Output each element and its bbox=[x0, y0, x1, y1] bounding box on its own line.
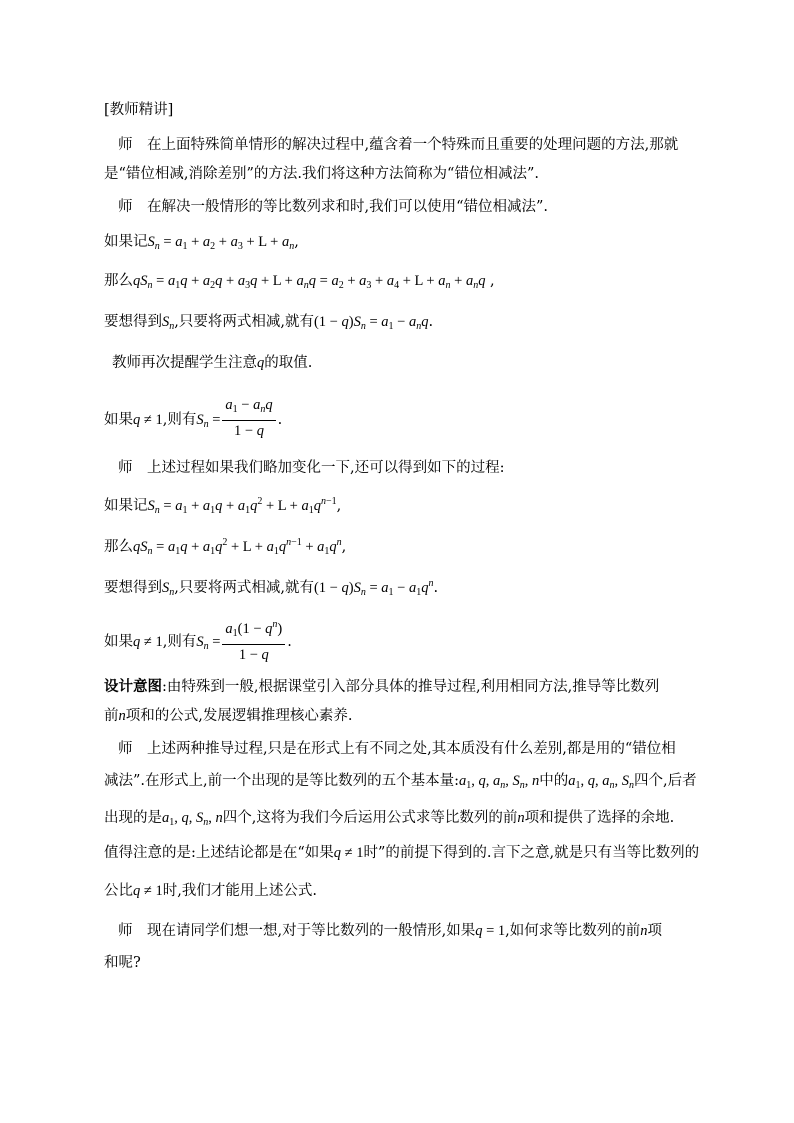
formula-sn-2: $S_n = a_1 + a_1q + a_1q^2 + L + a_1q^{n-1}$ bbox=[147, 496, 337, 516]
formula-qsn: $qS_n = a_1q + a_2q + a_3q + L + a_nq = a_2 + a_3 + a_4 + L + a_n + a_nq$ bbox=[133, 273, 486, 291]
paragraph-3: 师 上述过程如果我们略加变化一下,还可以得到如下的过程: bbox=[118, 460, 505, 476]
equation-q-sn: 那么$qS_n = a_1q + a_2q + a_3q + L + a_nq = a_2 + a_3 + a_4 + L + a_n + a_nq$ , bbox=[104, 273, 495, 291]
formula-difference-2: $(1 - q)S_n = a_1 - a_1q^n$ bbox=[313, 578, 434, 598]
design-intent-label: 设计意图 bbox=[104, 678, 162, 695]
paragraph-1-line-2: 是“错位相减,消除差别”的方法.我们将这种方法简称为“错位相减法”. bbox=[104, 166, 539, 182]
equation-subtract-2: 要想得到$S_n$,只要将两式相减,就有$(1 - q)S_n = a_1 - a_1q^n$. bbox=[104, 578, 439, 598]
paragraph-5-line-1: 值得注意的是:上述结论都是在“如果q ≠ 1时”的前提下得到的.言下之意,就是只有当等比数列的 bbox=[104, 845, 700, 861]
formula-sn-result-1: $S_n$ = bbox=[196, 412, 221, 430]
paragraph-2: 师 在解决一般情形的等比数列求和时,我们可以使用“错位相减法”. bbox=[118, 199, 549, 215]
equation-sum-definition-2: 如果记$S_n = a_1 + a_1q + a_1q^2 + L + a_1q^{n-1}$, bbox=[104, 496, 342, 516]
formula-qsn-2: $qS_n = a_1q + a_1q^2 + L + a_1q^{n-1} + a_1q^n$ bbox=[133, 537, 342, 557]
paragraph-4-line-2: 减法”.在形式上,前一个出现的是等比数列的五个基本量$:a_1$, q, $a_n$, $S_n$, n中的$a_1$, q, $a_n$, $S_n$四个,后者 bbox=[104, 773, 697, 791]
paragraph-4-line-1: 师 上述两种推导过程,只是在形式上有不同之处,其本质没有什么差别,都是用的“错位相 bbox=[118, 741, 676, 757]
heading-text: [教师精讲] bbox=[104, 102, 174, 118]
teacher-reminder: 教师再次提醒学生注意q的取值. bbox=[112, 355, 313, 371]
equation-q-sn-2: 那么$qS_n = a_1q + a_1q^2 + L + a_1q^{n-1} + a_1q^n$, bbox=[104, 537, 347, 557]
section-heading bbox=[104, 100, 724, 120]
equation-result-1: 如果q ≠ 1,则有$S_n$ = $\frac{a_1 - a_nq}{1 - q}$ . bbox=[104, 397, 283, 439]
equation-sum-definition: 如果记$S_n = a_1 + a_2 + a_3 + L + a_n$, bbox=[104, 234, 299, 252]
formula-sn: $S_n = a_1 + a_2 + a_3 + L + a_n$ bbox=[147, 234, 295, 252]
formula-sn-result-2: $S_n$ = bbox=[196, 634, 221, 652]
paragraph-6-line-1: 师 现在请同学们想一想,对于等比数列的一般情形,如果q = 1,如何求等比数列的前n项 bbox=[118, 923, 663, 939]
paragraph-4-line-3: 出现的是$a_1$, q, $S_n$, n四个,这将为我们今后运用公式求等比数列的前n项和提供了选择的余地. bbox=[104, 810, 675, 828]
equation-subtract-1: 要想得到$S_n$,只要将两式相减,就有$(1 - q)S_n = a_1 - a_nq$. bbox=[104, 314, 434, 332]
design-intent-line-1: 设计意图:由特殊到一般,根据课堂引入部分具体的推导过程,利用相同方法,推导等比数列 bbox=[104, 678, 660, 695]
paragraph-5-line-2: 公比q ≠ 1时,我们才能用上述公式. bbox=[104, 883, 317, 899]
design-intent-line-2: 前n项和的公式,发展逻辑推理核心素养. bbox=[104, 708, 353, 724]
equation-result-2: 如果q ≠ 1,则有$S_n$ = $\frac{a_1(1 - q^n)}{1 - q}$ . bbox=[104, 618, 724, 664]
paragraph-6-line-2: 和呢? bbox=[104, 955, 141, 971]
paragraph-1-line-1: 师 在上面特殊简单情形的解决过程中,蕴含着一个特殊而且重要的处理问题的方法,那就 bbox=[118, 137, 679, 153]
fraction-result-1: $\frac{a_1 - a_nq}{1 - q}$ bbox=[222, 396, 275, 440]
formula-difference-1: $(1 - q)S_n = a_1 - a_nq$ bbox=[313, 314, 429, 332]
fraction-result-2: $\frac{a_1(1 - q^n)}{1 - q}$ bbox=[222, 616, 285, 664]
